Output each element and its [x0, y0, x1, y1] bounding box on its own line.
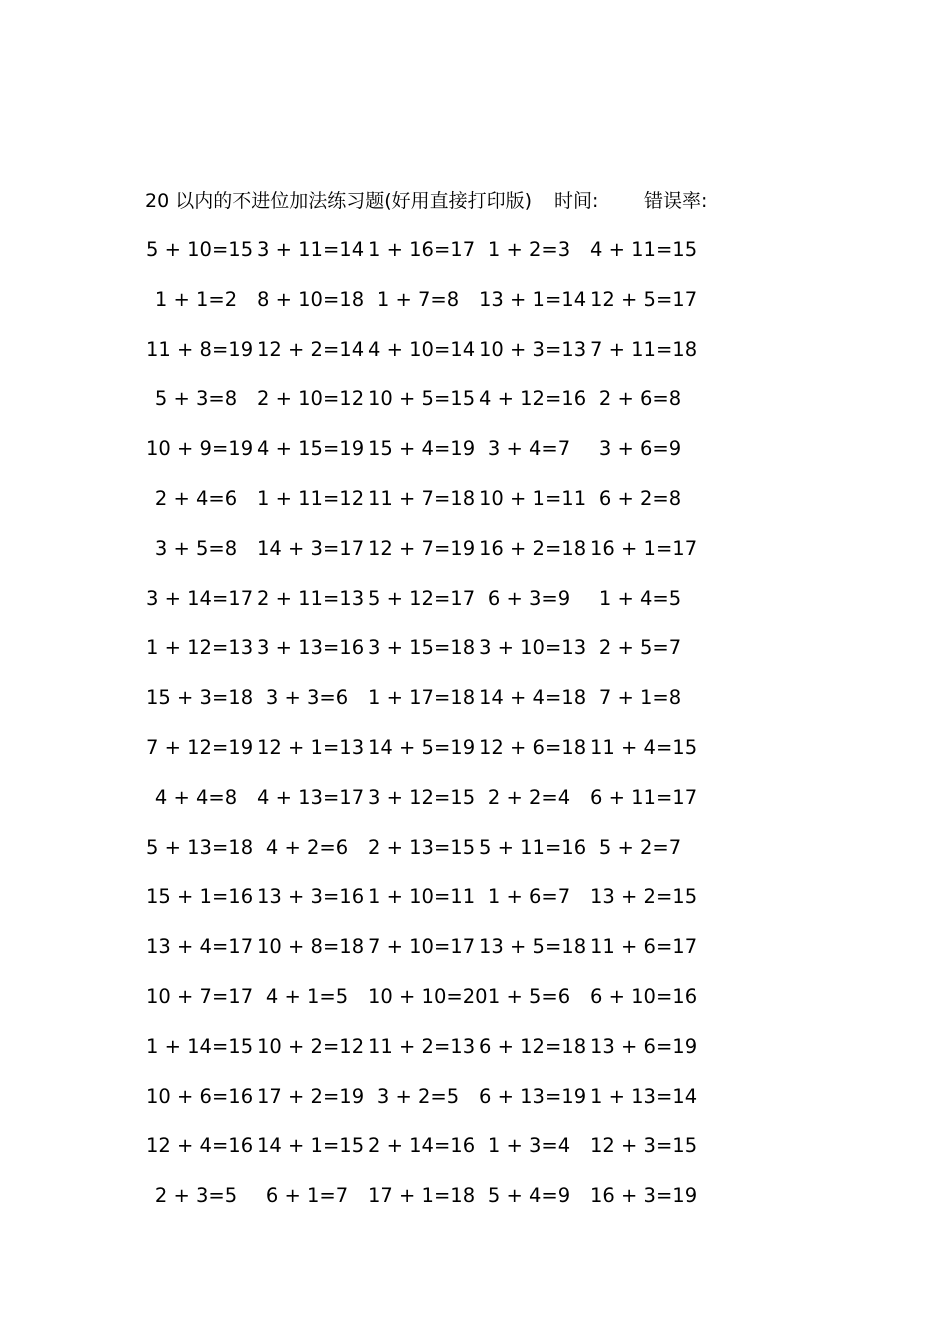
equation: 10 + 2=12 — [257, 1034, 365, 1058]
equation: 6 + 11=17 — [590, 785, 698, 809]
equation: 13 + 5=18 — [479, 935, 587, 959]
equation: 14 + 5=19 — [368, 735, 476, 759]
equation: 3 + 5=8 — [154, 536, 238, 560]
equation: 3 + 12=15 — [368, 785, 476, 809]
equation: 10 + 1=11 — [479, 486, 587, 510]
problem-row — [146, 282, 726, 332]
equation: 17 + 1=18 — [368, 1184, 476, 1208]
equation: 6 + 3=9 — [487, 586, 571, 610]
equation: 12 + 7=19 — [368, 536, 476, 560]
equation: 3 + 6=9 — [598, 437, 682, 461]
problem-row — [146, 929, 726, 979]
equation: 2 + 4=6 — [154, 486, 238, 510]
equation: 5 + 11=16 — [479, 835, 587, 859]
problem-row — [146, 730, 726, 780]
equation: 10 + 5=15 — [368, 387, 476, 411]
equation: 1 + 7=8 — [376, 287, 460, 311]
equation: 13 + 3=16 — [257, 885, 365, 909]
problem-row — [146, 481, 726, 531]
equation: 1 + 14=15 — [146, 1034, 254, 1058]
equation: 6 + 13=19 — [479, 1084, 587, 1108]
equation: 16 + 1=17 — [590, 536, 698, 560]
equation: 6 + 1=7 — [265, 1184, 349, 1208]
equation: 3 + 4=7 — [487, 437, 571, 461]
equation: 10 + 3=13 — [479, 337, 587, 361]
equation: 14 + 1=15 — [257, 1134, 365, 1158]
equation: 13 + 4=17 — [146, 935, 254, 959]
equation: 11 + 4=15 — [590, 735, 698, 759]
equation: 7 + 10=17 — [368, 935, 476, 959]
equation: 5 + 10=15 — [146, 238, 254, 261]
equation: 2 + 14=16 — [368, 1134, 476, 1158]
worksheet-header — [145, 186, 845, 216]
equation: 1 + 11=12 — [257, 486, 365, 510]
equation: 10 + 9=19 — [146, 437, 254, 461]
equation: 3 + 15=18 — [368, 636, 476, 660]
equation: 3 + 11=14 — [257, 238, 365, 261]
equation: 4 + 13=17 — [257, 785, 365, 809]
equation: 6 + 2=8 — [598, 486, 682, 510]
equation: 11 + 8=19 — [146, 337, 254, 361]
equation: 1 + 3=4 — [487, 1134, 571, 1158]
problem-row — [146, 979, 726, 1029]
problem-row — [146, 830, 726, 880]
equation: 1 + 12=13 — [146, 636, 254, 660]
equation: 10 + 8=18 — [257, 935, 365, 959]
problem-grid — [146, 232, 726, 1228]
problem-row — [146, 630, 726, 680]
equation: 1 + 2=3 — [487, 238, 571, 261]
problem-row — [146, 879, 726, 929]
error-rate-label: 错误率: — [644, 190, 708, 212]
problem-row — [146, 1178, 726, 1228]
problem-row — [146, 581, 726, 631]
equation: 2 + 6=8 — [598, 387, 682, 411]
equation: 12 + 6=18 — [479, 735, 587, 759]
time-label: 时间: — [554, 190, 599, 212]
equation: 3 + 14=17 — [146, 586, 254, 610]
equation: 12 + 1=13 — [257, 735, 365, 759]
equation: 3 + 3=6 — [265, 686, 349, 710]
equation: 5 + 3=8 — [154, 387, 238, 411]
equation: 1 + 1=2 — [154, 287, 238, 311]
equation: 11 + 2=13 — [368, 1034, 476, 1058]
equation: 1 + 4=5 — [598, 586, 682, 610]
equation: 13 + 6=19 — [590, 1034, 698, 1058]
equation: 1 + 17=18 — [368, 686, 476, 710]
equation: 2 + 11=13 — [257, 586, 365, 610]
equation: 13 + 2=15 — [590, 885, 698, 909]
equation: 13 + 1=14 — [479, 287, 587, 311]
equation: 7 + 1=8 — [598, 686, 682, 710]
equation: 11 + 6=17 — [590, 935, 698, 959]
equation: 8 + 10=18 — [257, 287, 365, 311]
problem-row — [146, 1079, 726, 1129]
equation: 3 + 2=5 — [376, 1084, 460, 1108]
equation: 15 + 3=18 — [146, 686, 254, 710]
equation: 2 + 2=4 — [487, 785, 571, 809]
equation: 4 + 4=8 — [154, 785, 238, 809]
equation: 10 + 6=16 — [146, 1084, 254, 1108]
problem-row — [146, 1029, 726, 1079]
equation: 12 + 5=17 — [590, 287, 698, 311]
equation: 4 + 11=15 — [590, 238, 698, 261]
problem-row — [146, 431, 726, 481]
equation: 2 + 10=12 — [257, 387, 365, 411]
equation: 11 + 7=18 — [368, 486, 476, 510]
equation: 4 + 2=6 — [265, 835, 349, 859]
equation: 5 + 13=18 — [146, 835, 254, 859]
problem-row — [146, 381, 726, 431]
equation: 1 + 6=7 — [487, 885, 571, 909]
equation: 16 + 2=18 — [479, 536, 587, 560]
equation: 10 + 10=20 — [368, 984, 488, 1008]
equation: 5 + 2=7 — [598, 835, 682, 859]
equation: 4 + 10=14 — [368, 337, 476, 361]
equation: 3 + 13=16 — [257, 636, 365, 660]
problem-row — [146, 1128, 726, 1178]
equation: 10 + 7=17 — [146, 984, 254, 1008]
equation: 3 + 10=13 — [479, 636, 587, 660]
equation: 1 + 16=17 — [368, 238, 476, 261]
equation: 1 + 13=14 — [590, 1084, 698, 1108]
equation: 7 + 11=18 — [590, 337, 698, 361]
problem-row — [146, 780, 726, 830]
equation: 14 + 3=17 — [257, 536, 365, 560]
equation: 6 + 12=18 — [479, 1034, 587, 1058]
equation: 17 + 2=19 — [257, 1084, 365, 1108]
equation: 12 + 3=15 — [590, 1134, 698, 1158]
equation: 1 + 10=11 — [368, 885, 476, 909]
equation: 15 + 4=19 — [368, 437, 476, 461]
equation: 7 + 12=19 — [146, 735, 254, 759]
equation: 1 + 5=6 — [487, 984, 571, 1008]
worksheet-title: 20 以内的不进位加法练习题(好用直接打印版) — [145, 190, 533, 212]
equation: 4 + 1=5 — [265, 984, 349, 1008]
equation: 4 + 15=19 — [257, 437, 365, 461]
equation: 2 + 13=15 — [368, 835, 476, 859]
equation: 14 + 4=18 — [479, 686, 587, 710]
problem-row — [146, 531, 726, 581]
problem-row — [146, 680, 726, 730]
problem-row — [146, 232, 726, 282]
equation: 2 + 3=5 — [154, 1184, 238, 1208]
equation: 2 + 5=7 — [598, 636, 682, 660]
equation: 5 + 12=17 — [368, 586, 476, 610]
equation: 5 + 4=9 — [487, 1184, 571, 1208]
equation: 16 + 3=19 — [590, 1184, 698, 1208]
problem-row — [146, 332, 726, 382]
equation: 12 + 2=14 — [257, 337, 365, 361]
equation: 4 + 12=16 — [479, 387, 587, 411]
equation: 6 + 10=16 — [590, 984, 698, 1008]
equation: 12 + 4=16 — [146, 1134, 254, 1158]
equation: 15 + 1=16 — [146, 885, 254, 909]
